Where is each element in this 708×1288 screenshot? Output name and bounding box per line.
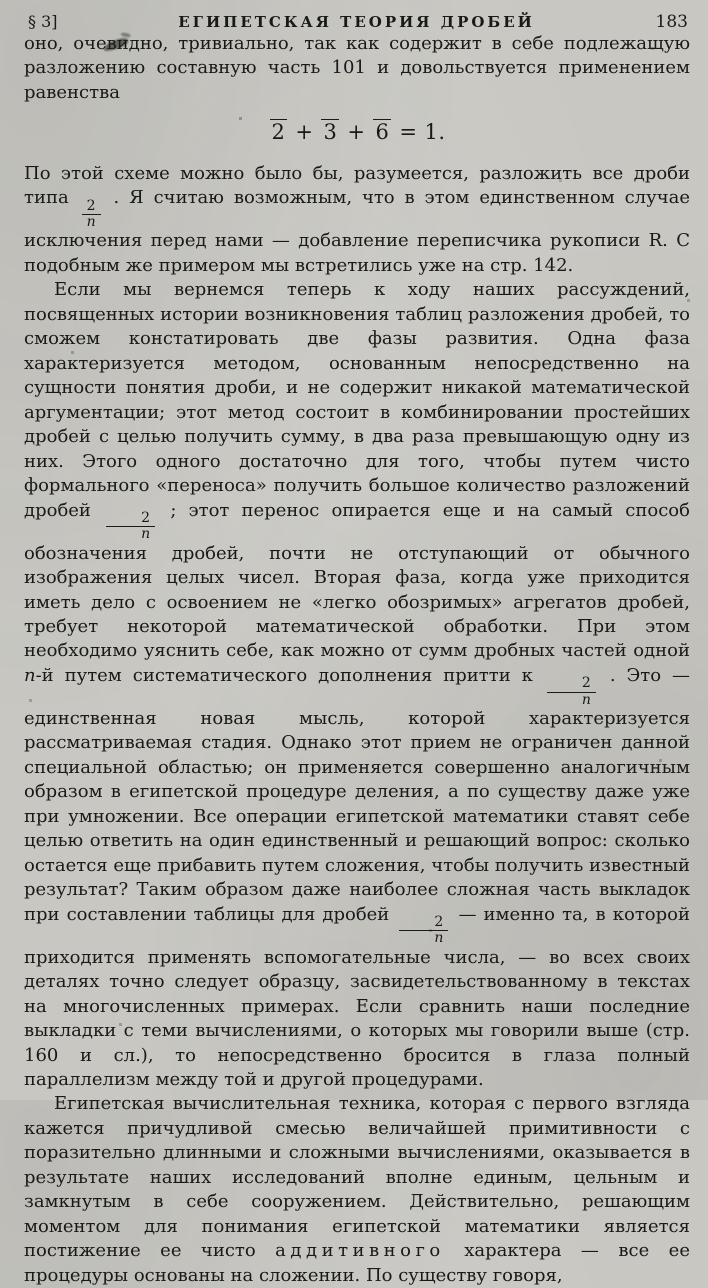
page-number: 183	[655, 12, 688, 32]
variable-n: n	[24, 664, 36, 686]
emphasized-word: аддитивного	[275, 1240, 445, 1262]
fraction-2-over-n	[547, 677, 596, 707]
paragraph-4-text: характера — все ее процедуры основаны на сложении. По существу говоря,	[24, 1240, 690, 1286]
fraction-numerator: 2	[141, 509, 151, 526]
paragraph-3	[24, 278, 690, 1092]
fraction-numerator: 2	[434, 913, 444, 930]
fraction-2-over-n	[399, 913, 448, 947]
plus-sign: +	[295, 120, 314, 145]
plus-sign: +	[347, 120, 366, 145]
fraction-denominator: n	[82, 214, 101, 229]
overlined-3: 3	[323, 120, 338, 145]
fraction-denominator: n	[547, 692, 596, 707]
paragraph-3-text: ; этот перенос опирается еще и на самый способ обозначения дробей, почти не отступающий от обычного изображения целых чисел. Вторая фаза, когда уже приходится иметь дело с освоением не «легко обозримых» агрегатов дробей, требует некоторой математической обработки. При этом необходимо уяснить себе, как можно от сумм дробных частей одной	[24, 499, 690, 662]
paragraph-3-text: -й путем систематического дополнения притти к	[35, 664, 533, 686]
equals-sign: =	[399, 120, 418, 145]
overlined-6: 6	[375, 120, 390, 145]
fraction-denominator: n	[399, 930, 448, 945]
running-header	[24, 10, 690, 32]
paragraph-1-text: оно, очевидно, тривиально, так как содержит в себе подлежащую разложению составную часть 101 и довольствуется применением равенства	[24, 33, 690, 103]
equation	[24, 118, 690, 147]
fraction-denominator: n	[106, 526, 155, 541]
paragraph-2-text: . Я считаю возможным, что в этом единственном случае исключения перед нами — добавление переписчика рукописи R. С подобным же примером мы встретились уже на стр. 142.	[24, 187, 690, 276]
fraction-2-over-n	[82, 197, 101, 231]
running-title: ЕГИПЕТСКАЯ ТЕОРИЯ ДРОБЕЙ	[178, 13, 535, 31]
paragraph-3-text: — именно та, в которой приходится применять вспомогательные числа, — во всех своих деталях точно следует образцу, засвидетельствованному в текстах на многочисленных примерах. Если сравнить наши последние выкладки с теми вычислениями, о которых мы говорили выше (стр. 160 и сл.), то непосредственно бросится в глаза полный параллелизм между той и другой процедурами.	[24, 903, 690, 1091]
paragraph-2-text: По этой схеме можно было бы, разумеется, разложить все дроби типа	[24, 162, 690, 209]
overlined-2: 2	[271, 120, 286, 145]
paragraph-3-text: Если мы вернемся теперь к ходу наших рассуждений, посвященных истории возникновения таблиц разложения дробей, то сможем констатировать две фазы развития. Одна фаза характеризуется методом, основанным непосредственно на сущности понятия дроби, и не содержит никакой математической аргументации; этот метод состоит в комбинировании простейших дробей с целью получить сумму, в два раза превышающую одну из них. Этого одного достаточно для того, чтобы путем чисто формального «переноса» получить большое количество разложений дробей	[24, 279, 690, 521]
paragraph-4-text: Египетская вычислительная техника, которая с первого взгляда кажется причудливой смесью величайшей примитивности с поразительно длинными и сложными вычислениями, оказывается в результате наших исследований вполне единым, цельным и замкнутым в себе сооружением. Действительно, решающим моментом для понимания египетской математики является постижение ее чисто	[24, 1093, 690, 1262]
paragraph-3-text: . Это — единственная новая мысль, которой характеризуется рассматриваемая стадия. Однако этот прием не ограничен данной специальной областью; он применяется совершенно аналогичным образом в египетской процедуре деления, а по существу даже уже при умножении. Все операции египетской математики ставят себе целью ответить на один единственный и решающий вопрос: сколько остается еще прибавить путем сложения, чтобы получить известный результат? Таким образом даже наиболее сложная часть выкладок при составлении таблицы для дробей	[24, 664, 691, 925]
paragraph-4	[24, 1092, 690, 1288]
fraction-numerator: 2	[86, 197, 96, 214]
section-mark: § 3]	[28, 12, 58, 31]
paragraph-1	[24, 32, 690, 105]
fraction-numerator: 2	[581, 675, 591, 692]
fraction-2-over-n	[106, 509, 155, 543]
equation-result: 1.	[424, 120, 446, 145]
paragraph-2	[24, 162, 690, 278]
